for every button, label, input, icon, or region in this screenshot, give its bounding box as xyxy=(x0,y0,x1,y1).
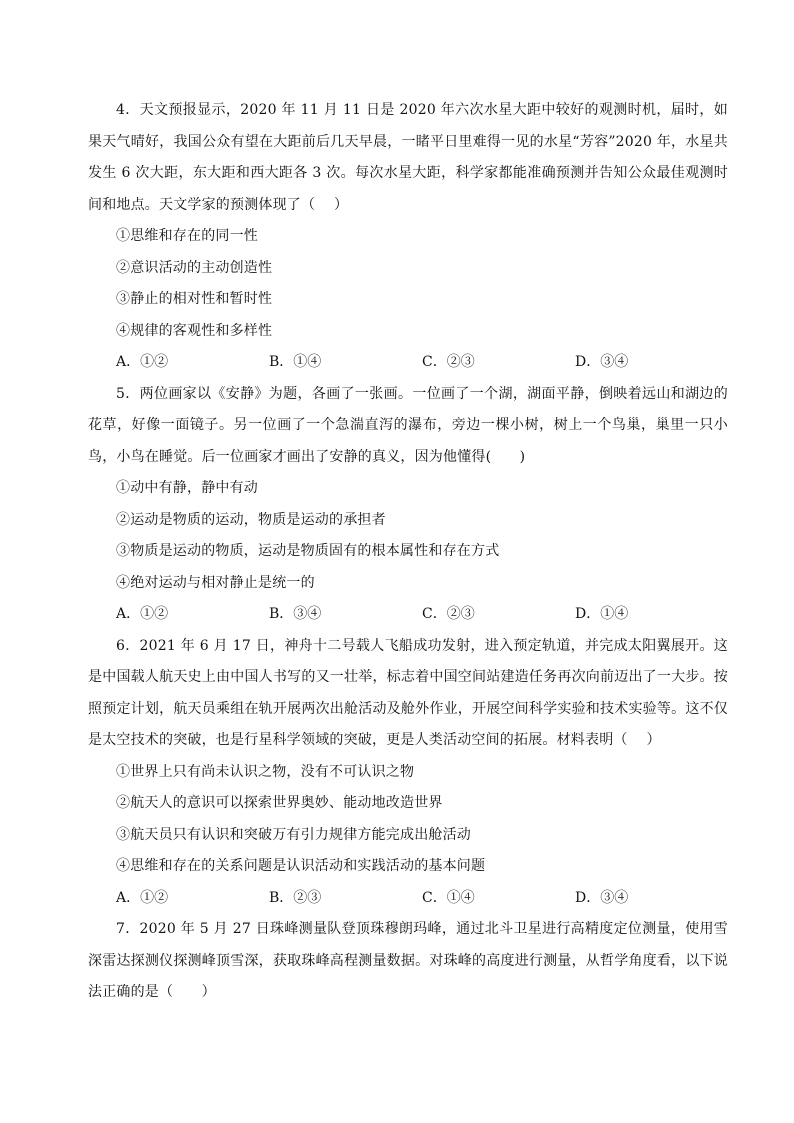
choice-a: A．①② xyxy=(116,889,169,906)
choice-a: A．①② xyxy=(116,606,169,622)
choice-d: D．①④ xyxy=(575,606,629,622)
statement-2: ②运动是物质的运动，物质是运动的承担者 xyxy=(116,511,386,528)
choice-b: B．①④ xyxy=(269,354,322,370)
choice-d: D．③④ xyxy=(575,354,629,370)
question-stem: 6．2021 年 6 月 17 日，神舟十二号载人飞船成功发射，进入预定轨道，并完成太阳翼展开。这是中国载人航天史上由中国人书写的又一壮举，标志着中国空间站建造任务再次向前迈出了一大步。按照预定计划，航天员乘组在轨开展两次出舱活动及舱外作业，开展空间科学实验和技术实验等。这不仅是太空技术的突破，也是行星科学领域的突破，更是人类活动空间的拓展。材料表明（ ） xyxy=(88,637,728,748)
answer-choices xyxy=(88,347,728,379)
question-stem: 4．天文预报显示，2020 年 11 月 11 日是 2020 年六次水星大距中较好的观测时机，届时，如果天气晴好，我国公众有望在大距前后几天早晨，一睹平日里难得一见的水星“芳容”2020 年，水星共发生 6 次大距，东大距和西大距各 3 次。每次水星大距，科学家都能准确预测并告知公众最佳观测时间和地点。天文学家的预测体现了（ ） xyxy=(88,102,728,213)
question-4 xyxy=(88,95,728,379)
statement-3: ③航天员只有认识和突破万有引力规律方能完成出舱活动 xyxy=(116,826,471,843)
choice-c: C．①④ xyxy=(422,889,475,906)
statement-2: ②意识活动的主动创造性 xyxy=(116,259,273,276)
question-7 xyxy=(88,914,728,1009)
answer-choices xyxy=(88,883,728,915)
exam-page xyxy=(88,95,728,1009)
question-stem: 5．两位画家以《安静》为题，各画了一张画。一位画了一个湖，湖面平静，倒映着远山和湖边的花草，好像一面镜子。另一位画了一个急湍直泻的瀑布，旁边一棵小树，树上一个鸟巢，巢里一只小鸟，小鸟在睡觉。后一位画家才画出了安静的真义，因为他懂得( ) xyxy=(88,385,728,465)
statement-4: ④绝对运动与相对静止是统一的 xyxy=(116,574,315,591)
statement-1: ①世界上只有尚未认识之物，没有不可认识之物 xyxy=(116,763,415,780)
statement-4: ④思维和存在的关系问题是认识活动和实践活动的基本问题 xyxy=(116,858,486,874)
answer-choices xyxy=(88,599,728,631)
question-6 xyxy=(88,631,728,915)
statement-3: ③物质是运动的物质，运动是物质固有的根本属性和存在方式 xyxy=(116,543,500,559)
question-stem: 7．2020 年 5 月 27 日珠峰测量队登顶珠穆朗玛峰，通过北斗卫星进行高精度定位测量，使用雪深雷达探测仪探测峰顶雪深，获取珠峰高程测量数据。对珠峰的高度进行测量，从哲学角度看，以下说法正确的是（ ） xyxy=(88,921,728,1000)
choice-c: C．②③ xyxy=(422,606,475,622)
statement-3: ③静止的相对性和暂时性 xyxy=(116,291,273,307)
statement-4: ④规律的客观性和多样性 xyxy=(116,322,273,339)
choice-a: A．①② xyxy=(116,354,169,370)
choice-d: D．③④ xyxy=(575,889,629,906)
statement-2: ②航天人的意识可以探索世界奥妙、能动地改造世界 xyxy=(116,795,443,811)
statement-1: ①思维和存在的同一性 xyxy=(116,228,258,244)
statement-1: ①动中有静，静中有动 xyxy=(116,480,258,496)
choice-c: C．②③ xyxy=(422,354,475,370)
choice-b: B．②③ xyxy=(269,889,322,906)
question-5 xyxy=(88,379,728,631)
choice-b: B．③④ xyxy=(269,606,322,622)
